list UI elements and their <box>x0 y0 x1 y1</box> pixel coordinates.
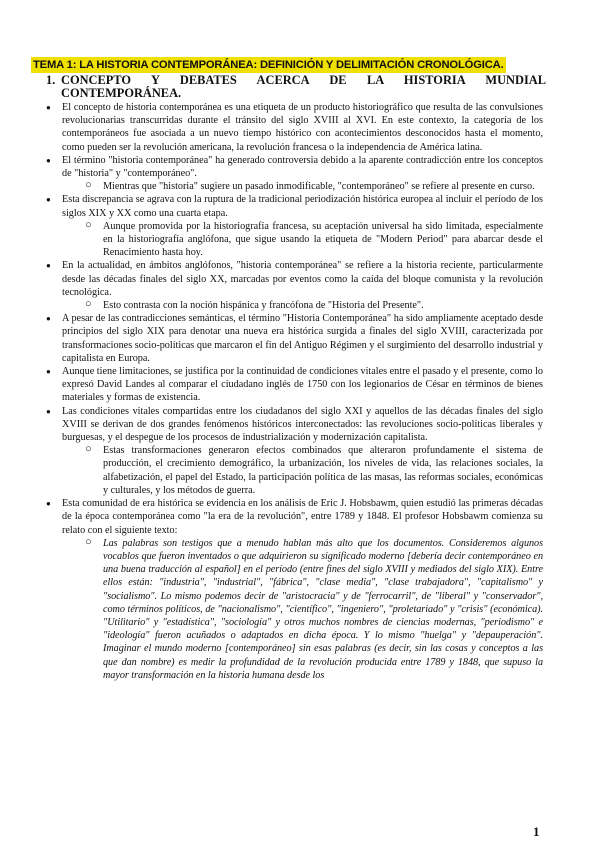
bullet-dot-icon: ● <box>46 367 51 377</box>
section-heading-text: CONCEPTO Y DEBATES ACERCA DE LA HISTORIA MUNDIAL CONTEMPORÁNEA. <box>61 73 546 100</box>
bullet-paragraph: ● El concepto de historia contemporánea es una etiqueta de un producto historiográfico que resulta de las convulsiones revolucionarias transcurridas durante el tránsito del siglo XVIII al XVI. En este contexto, la categoría de los contemporáneos fue asociada a un nuevo tiempo histórico con acontecimientos desconocidos hasta el momento, como pueden ser la revolución americana, la revolución francesa o la independencia de América latina. <box>46 102 543 153</box>
bullet-dot-icon: ● <box>46 406 51 416</box>
bullet-paragraph: ● Las condiciones vitales compartidas entre los ciudadanos del siglo XXI y aquellos de las décadas finales del siglo XVIII se derivan de dos grandes fenómenos históricos interconectados: las revoluciones socio-políticas liberales y burguesas, y el despegue de los procesos de industrialización y modernización capitalista. <box>46 405 543 444</box>
bullet-circle-icon: ○ <box>85 535 92 548</box>
page-number: 1 <box>533 824 540 839</box>
bullet-dot-icon: ● <box>46 103 51 112</box>
bullet-circle-icon: ○ <box>85 179 92 192</box>
sub-bullet-paragraph: ○ Esto contrasta con la noción hispánica y francófona de "Historia del Presente". <box>85 298 424 312</box>
sub-bullet-paragraph: ○ Estas transformaciones generaron efectos combinados que alteraron profundamente el sistema de producción, el crecimiento demográfico, la urbanización, los niveles de vida, las relaciones sociales, la alfabetización, el papel del Estado, la participación política de las masas, las reformas sociales, económicas y culturales, y los métodos de guerra. <box>85 443 543 496</box>
bullet-dot-icon: ● <box>46 195 51 205</box>
bullet-dot-icon: ● <box>46 155 51 165</box>
bullet-paragraph: ● El término "historia contemporánea" ha generado controversia debido a la aparente contradicción entre los conceptos de "historia" y "contemporáneo". <box>46 154 543 180</box>
bullet-paragraph: ● Aunque tiene limitaciones, se justifica por la continuidad de condiciones vitales entre el pasado y el presente, como lo expresó David Landes al comparar el ciudadano inglés de 1750 con los legionarios de César en términos de bienes materiales y formas de existencia. <box>46 366 543 404</box>
hobsbawm-quote: ○ Las palabras son testigos que a menudo hablan más alto que los documentos. Consideremos algunos vocablos que fueron inventados o que adquirieron su significado moderno [debería decir contemporáneo en una buena traducción al español] en el período (entre fines del siglo XVIII y mediados del siglo XIX). Entre ellos están: "industria", "industrial", "fábrica", "clase media", "clase trabajadora", "capitalismo" y "socialismo". Lo mismo podemos decir de "aristocracia" y de "ferrocarril", de "liberal" y "conservador", como términos políticos, de "nacionalismo", "científico", "ingeniero", "proletariado" y "crisis" (económica). "Utilitario" y "estadística", "sociología" y otros muchos nombres de ciencias modernas, "periodismo" e "ideología" fueron acuñados o adaptados en dicha época. Y lo mismo "huelga" y "depauperación". Imaginar el mundo moderno [contemporáneo] sin esas palabras (es decir, sin las cosas y conceptos a las que dan nombre) es medir la profundidad de la revolución producida entre 1789 y 1848, que supuso la mayor transformación en la historia humana desde los <box>85 535 543 681</box>
bullet-paragraph: ● Esta discrepancia se agrava con la ruptura de la tradicional periodización histórica europea al incluir el período de los siglos XIX y XX como una cuarta etapa. <box>46 194 543 219</box>
bullet-paragraph: ● Esta comunidad de era histórica se evidencia en los análisis de Eric J. Hobsbawm, quien estudió las primeras décadas de la época contemporánea como "la era de la revolución", entre 1789 y 1848. El profesor Hobsbawm comienza su relato con el siguiente texto: <box>46 498 543 536</box>
bullet-circle-icon: ○ <box>85 218 92 231</box>
sub-bullet-paragraph: ○ Aunque promovida por la historiografía francesa, su aceptación universal ha sido limitada, especialmente en la historiografía anglófona, que sigue usando la etiqueta de "Modern Period" para abarcar desde el Renacimiento hasta hoy. <box>85 218 543 259</box>
bullet-dot-icon: ● <box>46 499 51 509</box>
bullet-paragraph: ● En la actualidad, en ámbitos anglófonos, "historia contemporánea" se refiere a la historia reciente, particularmente desde las décadas finales del siglo XX, marcadas por eventos como la caída del bloque comunista y la revolución tecnológica. <box>46 260 543 298</box>
bullet-dot-icon: ● <box>46 314 51 324</box>
topic-title: TEMA 1: LA HISTORIA CONTEMPORÁNEA: DEFINICIÓN Y DELIMITACIÓN CRONOLÓGICA. <box>33 59 504 71</box>
sub-bullet-paragraph: ○ Mientras que "historia" sugiere un pasado inmodificable, "contemporáneo" se refiere al presente en curso. <box>85 179 535 193</box>
bullet-paragraph: ● A pesar de las contradicciones semánticas, el término "Historia Contemporánea" ha sido ampliamente aceptado desde principios del siglo XIX para denotar una nueva era histórica surgida a finales del siglo XVIII, caracterizada por transformaciones socio-políticas que marcaron el fin del Antiguo Régimen y el surgimiento del desarrollo industrial y capitalista en Europa. <box>46 313 543 364</box>
section-number: 1. <box>46 73 56 87</box>
bullet-circle-icon: ○ <box>85 298 92 311</box>
bullet-dot-icon: ● <box>46 261 51 271</box>
document-body <box>0 101 600 682</box>
bullet-circle-icon: ○ <box>85 443 92 456</box>
section-heading <box>46 74 546 100</box>
